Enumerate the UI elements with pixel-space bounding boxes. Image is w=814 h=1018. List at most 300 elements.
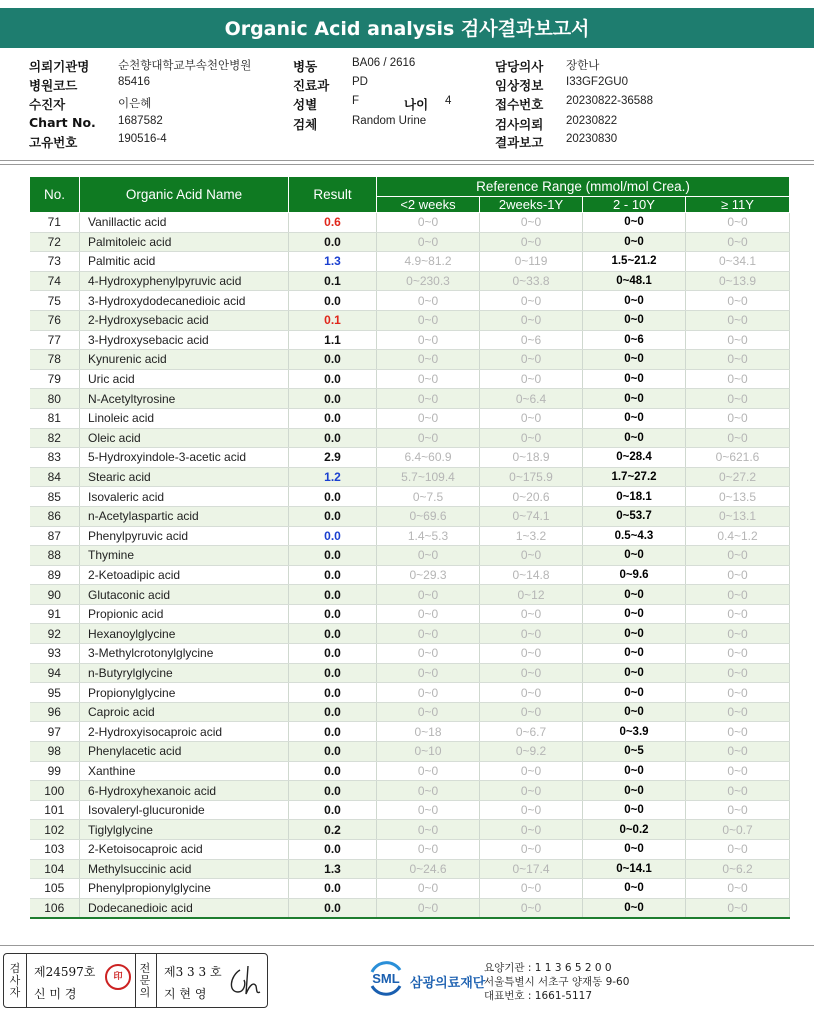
row-number: 94 bbox=[30, 663, 80, 683]
table-row bbox=[30, 252, 790, 272]
specimen-value: Random Urine bbox=[352, 115, 427, 127]
range-neonate: 0~0 bbox=[377, 408, 480, 428]
range-neonate: 0~0 bbox=[377, 644, 480, 664]
range-child: 0~0 bbox=[583, 291, 686, 311]
table-row bbox=[30, 428, 790, 448]
clinical-value: I33GF2GU0 bbox=[566, 76, 628, 88]
range-neonate: 0~0 bbox=[377, 898, 480, 918]
result-value: 0.0 bbox=[289, 291, 377, 311]
row-number: 80 bbox=[30, 389, 80, 409]
request-label: 검사의뢰 bbox=[495, 117, 544, 132]
result-value: 0.0 bbox=[289, 350, 377, 370]
range-child: 0~18.1 bbox=[583, 487, 686, 507]
range-neonate: 0~0 bbox=[377, 585, 480, 605]
range-infant: 0~0 bbox=[480, 604, 583, 624]
row-number: 81 bbox=[30, 408, 80, 428]
table-row bbox=[30, 761, 790, 781]
result-value: 0.0 bbox=[289, 604, 377, 624]
range-adult: 0~6.2 bbox=[686, 859, 790, 879]
range-child: 0~0 bbox=[583, 350, 686, 370]
table-row bbox=[30, 330, 790, 350]
footer-divider bbox=[0, 945, 814, 946]
range-child: 0~0 bbox=[583, 663, 686, 683]
table-row bbox=[30, 742, 790, 762]
acid-name: Isovaleryl-glucuronide bbox=[80, 800, 289, 820]
result-value: 1.3 bbox=[289, 252, 377, 272]
row-number: 87 bbox=[30, 526, 80, 546]
row-number: 93 bbox=[30, 644, 80, 664]
range-infant: 0~6.7 bbox=[480, 722, 583, 742]
range-infant: 0~0 bbox=[480, 663, 583, 683]
range-neonate: 5.7~109.4 bbox=[377, 467, 480, 487]
range-infant: 0~0 bbox=[480, 800, 583, 820]
range-adult: 0~13.1 bbox=[686, 506, 790, 526]
org-code: 요양기관 : 1 1 3 6 5 2 0 0 bbox=[484, 962, 612, 974]
acid-name: Tiglylglycine bbox=[80, 820, 289, 840]
row-number: 78 bbox=[30, 350, 80, 370]
range-child: 0~14.1 bbox=[583, 859, 686, 879]
acid-name: 2-Hydroxyisocaproic acid bbox=[80, 722, 289, 742]
range-neonate: 0~0 bbox=[377, 369, 480, 389]
range-adult: 0~0 bbox=[686, 232, 790, 252]
table-row bbox=[30, 487, 790, 507]
range-neonate: 0~0 bbox=[377, 604, 480, 624]
range-neonate: 0~0 bbox=[377, 761, 480, 781]
range-adult: 0~0 bbox=[686, 644, 790, 664]
inspector-name: 신 미 경 bbox=[34, 987, 77, 1001]
row-number: 100 bbox=[30, 781, 80, 801]
range-neonate: 0~69.6 bbox=[377, 506, 480, 526]
result-value: 0.0 bbox=[289, 506, 377, 526]
acid-name: Phenylpropionylglycine bbox=[80, 879, 289, 899]
table-row bbox=[30, 859, 790, 879]
range-child: 0~0 bbox=[583, 761, 686, 781]
row-number: 96 bbox=[30, 702, 80, 722]
table-row bbox=[30, 271, 790, 291]
result-value: 0.0 bbox=[289, 585, 377, 605]
result-value: 0.1 bbox=[289, 310, 377, 330]
row-number: 95 bbox=[30, 683, 80, 703]
acid-name: Glutaconic acid bbox=[80, 585, 289, 605]
table-row bbox=[30, 624, 790, 644]
acid-name: Oleic acid bbox=[80, 428, 289, 448]
result-value: 0.0 bbox=[289, 879, 377, 899]
clinical-label: 임상정보 bbox=[495, 78, 544, 93]
result-value: 0.0 bbox=[289, 369, 377, 389]
row-number: 91 bbox=[30, 604, 80, 624]
acid-name: Uric acid bbox=[80, 369, 289, 389]
table-row bbox=[30, 506, 790, 526]
table-row bbox=[30, 683, 790, 703]
patient-label: 수진자 bbox=[29, 97, 66, 112]
range-adult: 0~0 bbox=[686, 840, 790, 860]
range-neonate: 0~24.6 bbox=[377, 859, 480, 879]
range-infant: 0~0 bbox=[480, 702, 583, 722]
range-child: 0~0.2 bbox=[583, 820, 686, 840]
acid-name: n-Acetylaspartic acid bbox=[80, 506, 289, 526]
acid-name: n-Butyrylglycine bbox=[80, 663, 289, 683]
row-number: 76 bbox=[30, 310, 80, 330]
range-neonate: 4.9~81.2 bbox=[377, 252, 480, 272]
range-child: 0~0 bbox=[583, 428, 686, 448]
verifier-name: 지 현 영 bbox=[164, 987, 207, 1001]
acid-name: 6-Hydroxyhexanoic acid bbox=[80, 781, 289, 801]
range-infant: 0~17.4 bbox=[480, 859, 583, 879]
range-child: 1.5~21.2 bbox=[583, 252, 686, 272]
result-value: 1.2 bbox=[289, 467, 377, 487]
age-value: 4 bbox=[445, 95, 452, 107]
range-neonate: 0~0 bbox=[377, 310, 480, 330]
range-child: 0~0 bbox=[583, 683, 686, 703]
range-neonate: 0~0 bbox=[377, 781, 480, 801]
sex-value: F bbox=[352, 95, 360, 107]
range-adult: 0~0 bbox=[686, 624, 790, 644]
range-infant: 0~6.4 bbox=[480, 389, 583, 409]
result-value: 0.0 bbox=[289, 898, 377, 918]
doctor-value: 장한나 bbox=[566, 60, 600, 72]
row-number: 104 bbox=[30, 859, 80, 879]
table-row bbox=[30, 604, 790, 624]
table-row bbox=[30, 800, 790, 820]
range-neonate: 0~29.3 bbox=[377, 565, 480, 585]
range-child: 0~0 bbox=[583, 585, 686, 605]
row-number: 97 bbox=[30, 722, 80, 742]
range-infant: 0~0 bbox=[480, 350, 583, 370]
range-infant: 0~0 bbox=[480, 291, 583, 311]
table-row bbox=[30, 408, 790, 428]
org-name: 삼광의료재단 bbox=[410, 976, 486, 991]
row-number: 103 bbox=[30, 840, 80, 860]
row-number: 79 bbox=[30, 369, 80, 389]
row-number: 83 bbox=[30, 448, 80, 468]
result-value: 0.0 bbox=[289, 742, 377, 762]
report-title: Organic Acid analysis 검사결과보고서 bbox=[0, 8, 814, 48]
range-infant: 0~0 bbox=[480, 820, 583, 840]
range-adult: 0~621.6 bbox=[686, 448, 790, 468]
range-infant: 0~0 bbox=[480, 761, 583, 781]
result-value: 0.1 bbox=[289, 271, 377, 291]
range-child: 0~0 bbox=[583, 644, 686, 664]
range-child: 0~5 bbox=[583, 742, 686, 762]
range-adult: 0~0 bbox=[686, 898, 790, 918]
range-adult: 0.4~1.2 bbox=[686, 526, 790, 546]
range-neonate: 0~0 bbox=[377, 879, 480, 899]
range-adult: 0~34.1 bbox=[686, 252, 790, 272]
range-adult: 0~0 bbox=[686, 722, 790, 742]
range-child: 0~48.1 bbox=[583, 271, 686, 291]
hospital-code-label: 병원코드 bbox=[29, 78, 78, 93]
range-neonate: 1.4~5.3 bbox=[377, 526, 480, 546]
result-value: 0.0 bbox=[289, 761, 377, 781]
range-infant: 0~0 bbox=[480, 644, 583, 664]
result-value: 0.0 bbox=[289, 526, 377, 546]
table-row bbox=[30, 213, 790, 233]
acid-name: Kynurenic acid bbox=[80, 350, 289, 370]
specimen-label: 검체 bbox=[293, 117, 318, 132]
organic-acid-table bbox=[29, 176, 790, 919]
table-row bbox=[30, 722, 790, 742]
range-child: 0~3.9 bbox=[583, 722, 686, 742]
range-adult: 0~0 bbox=[686, 408, 790, 428]
result-value: 0.0 bbox=[289, 663, 377, 683]
result-value: 0.0 bbox=[289, 408, 377, 428]
range-infant: 0~20.6 bbox=[480, 487, 583, 507]
header-range-infant: 2weeks-1Y bbox=[480, 197, 583, 213]
row-number: 98 bbox=[30, 742, 80, 762]
acid-name: Thymine bbox=[80, 546, 289, 566]
result-value: 0.0 bbox=[289, 840, 377, 860]
hospital-code-value: 85416 bbox=[118, 76, 150, 88]
range-infant: 1~3.2 bbox=[480, 526, 583, 546]
result-value: 0.0 bbox=[289, 487, 377, 507]
acid-name: Dodecanedioic acid bbox=[80, 898, 289, 918]
range-adult: 0~0 bbox=[686, 428, 790, 448]
range-child: 0.5~4.3 bbox=[583, 526, 686, 546]
table-row bbox=[30, 840, 790, 860]
range-adult: 0~0 bbox=[686, 761, 790, 781]
range-child: 0~0 bbox=[583, 781, 686, 801]
range-infant: 0~119 bbox=[480, 252, 583, 272]
acid-name: Caproic acid bbox=[80, 702, 289, 722]
range-child: 0~6 bbox=[583, 330, 686, 350]
range-child: 0~9.6 bbox=[583, 565, 686, 585]
row-number: 77 bbox=[30, 330, 80, 350]
range-adult: 0~0 bbox=[686, 350, 790, 370]
acid-name: 2-Ketoadipic acid bbox=[80, 565, 289, 585]
result-value: 2.9 bbox=[289, 448, 377, 468]
inspector-label: 검사자 bbox=[9, 962, 21, 999]
table-row bbox=[30, 291, 790, 311]
range-child: 0~0 bbox=[583, 408, 686, 428]
result-report-label: 결과보고 bbox=[495, 135, 544, 150]
range-adult: 0~0 bbox=[686, 879, 790, 899]
org-address: 서울특별시 서초구 양재동 9-60 bbox=[484, 976, 630, 988]
range-infant: 0~0 bbox=[480, 369, 583, 389]
result-value: 0.0 bbox=[289, 546, 377, 566]
table-row bbox=[30, 702, 790, 722]
chart-label: Chart No. bbox=[29, 115, 96, 130]
range-child: 0~0 bbox=[583, 800, 686, 820]
result-value: 0.0 bbox=[289, 683, 377, 703]
table-row bbox=[30, 781, 790, 801]
range-adult: 0~0 bbox=[686, 683, 790, 703]
seal-stamp: 印 bbox=[105, 964, 131, 990]
org-info bbox=[484, 961, 629, 1003]
verifier-number: 제3 3 3 호 bbox=[164, 965, 222, 979]
range-infant: 0~14.8 bbox=[480, 565, 583, 585]
row-number: 88 bbox=[30, 546, 80, 566]
request-value: 20230822 bbox=[566, 115, 618, 127]
range-child: 1.7~27.2 bbox=[583, 467, 686, 487]
acid-name: Isovaleric acid bbox=[80, 487, 289, 507]
dept-value: PD bbox=[352, 76, 368, 88]
range-infant: 0~0 bbox=[480, 310, 583, 330]
header-result: Result bbox=[289, 177, 377, 213]
table-row bbox=[30, 448, 790, 468]
age-label: 나이 bbox=[404, 97, 429, 112]
acid-name: 2-Ketoisocaproic acid bbox=[80, 840, 289, 860]
range-adult: 0~13.9 bbox=[686, 271, 790, 291]
row-number: 102 bbox=[30, 820, 80, 840]
result-value: 0.0 bbox=[289, 800, 377, 820]
acid-name: Propionylglycine bbox=[80, 683, 289, 703]
range-child: 0~0 bbox=[583, 546, 686, 566]
range-adult: 0~0 bbox=[686, 742, 790, 762]
range-adult: 0~0 bbox=[686, 800, 790, 820]
ward-value: BA06 / 2616 bbox=[352, 57, 416, 69]
range-neonate: 0~18 bbox=[377, 722, 480, 742]
range-neonate: 0~0 bbox=[377, 624, 480, 644]
row-number: 86 bbox=[30, 506, 80, 526]
range-infant: 0~0 bbox=[480, 898, 583, 918]
acid-name: N-Acetyltyrosine bbox=[80, 389, 289, 409]
range-infant: 0~0 bbox=[480, 879, 583, 899]
range-neonate: 0~0 bbox=[377, 702, 480, 722]
result-value: 0.0 bbox=[289, 722, 377, 742]
handwritten-signature bbox=[226, 962, 262, 1000]
range-infant: 0~0 bbox=[480, 428, 583, 448]
acid-name: Xanthine bbox=[80, 761, 289, 781]
row-number: 106 bbox=[30, 898, 80, 918]
row-number: 89 bbox=[30, 565, 80, 585]
signature-box bbox=[3, 953, 268, 1008]
acid-name: Palmitoleic acid bbox=[80, 232, 289, 252]
hospital-label: 의뢰기관명 bbox=[29, 59, 90, 74]
table-row bbox=[30, 644, 790, 664]
result-value: 0.0 bbox=[289, 232, 377, 252]
table-row bbox=[30, 526, 790, 546]
result-value: 1.3 bbox=[289, 859, 377, 879]
range-neonate: 0~0 bbox=[377, 350, 480, 370]
range-child: 0~0 bbox=[583, 310, 686, 330]
range-neonate: 0~7.5 bbox=[377, 487, 480, 507]
range-neonate: 0~230.3 bbox=[377, 271, 480, 291]
sex-label: 성별 bbox=[293, 97, 318, 112]
reception-label: 접수번호 bbox=[495, 97, 544, 112]
result-value: 0.0 bbox=[289, 702, 377, 722]
acid-name: 3-Methylcrotonylglycine bbox=[80, 644, 289, 664]
range-adult: 0~0 bbox=[686, 565, 790, 585]
range-child: 0~0 bbox=[583, 604, 686, 624]
unique-label: 고유번호 bbox=[29, 135, 78, 150]
range-adult: 0~13.5 bbox=[686, 487, 790, 507]
row-number: 105 bbox=[30, 879, 80, 899]
range-infant: 0~74.1 bbox=[480, 506, 583, 526]
result-value: 0.2 bbox=[289, 820, 377, 840]
logo-text: SML bbox=[372, 971, 400, 986]
range-infant: 0~18.9 bbox=[480, 448, 583, 468]
range-infant: 0~9.2 bbox=[480, 742, 583, 762]
range-neonate: 0~0 bbox=[377, 232, 480, 252]
range-adult: 0~0 bbox=[686, 310, 790, 330]
range-infant: 0~12 bbox=[480, 585, 583, 605]
row-number: 71 bbox=[30, 213, 80, 233]
acid-name: 3-Hydroxydodecanedioic acid bbox=[80, 291, 289, 311]
org-phone: 대표번호 : 1661-5117 bbox=[484, 990, 593, 1002]
patient-value: 이은혜 bbox=[118, 98, 152, 110]
result-value: 0.0 bbox=[289, 781, 377, 801]
range-infant: 0~0 bbox=[480, 683, 583, 703]
range-neonate: 0~0 bbox=[377, 683, 480, 703]
table-row bbox=[30, 389, 790, 409]
range-infant: 0~0 bbox=[480, 840, 583, 860]
hospital-value: 순천향대학교부속천안병원 bbox=[118, 60, 252, 72]
range-adult: 0~27.2 bbox=[686, 467, 790, 487]
result-value: 1.1 bbox=[289, 330, 377, 350]
range-neonate: 0~0 bbox=[377, 291, 480, 311]
range-child: 0~0 bbox=[583, 624, 686, 644]
acid-name: Stearic acid bbox=[80, 467, 289, 487]
verifier-label: 전문의 bbox=[139, 962, 151, 999]
table-row bbox=[30, 350, 790, 370]
table-row bbox=[30, 369, 790, 389]
row-number: 99 bbox=[30, 761, 80, 781]
range-child: 0~0 bbox=[583, 232, 686, 252]
row-number: 74 bbox=[30, 271, 80, 291]
range-child: 0~0 bbox=[583, 369, 686, 389]
row-number: 90 bbox=[30, 585, 80, 605]
table-row bbox=[30, 663, 790, 683]
row-number: 101 bbox=[30, 800, 80, 820]
range-adult: 0~0 bbox=[686, 702, 790, 722]
range-child: 0~0 bbox=[583, 840, 686, 860]
header-name: Organic Acid Name bbox=[80, 177, 289, 213]
range-neonate: 6.4~60.9 bbox=[377, 448, 480, 468]
range-child: 0~53.7 bbox=[583, 506, 686, 526]
range-adult: 0~0 bbox=[686, 781, 790, 801]
range-adult: 0~0.7 bbox=[686, 820, 790, 840]
range-neonate: 0~0 bbox=[377, 428, 480, 448]
table-row bbox=[30, 546, 790, 566]
range-adult: 0~0 bbox=[686, 604, 790, 624]
doctor-label: 담당의사 bbox=[495, 59, 544, 74]
range-neonate: 0~10 bbox=[377, 742, 480, 762]
acid-name: 2-Hydroxysebacic acid bbox=[80, 310, 289, 330]
range-neonate: 0~0 bbox=[377, 840, 480, 860]
range-infant: 0~0 bbox=[480, 624, 583, 644]
result-value: 0.0 bbox=[289, 624, 377, 644]
divider bbox=[0, 164, 814, 165]
table-row bbox=[30, 879, 790, 899]
table-row bbox=[30, 467, 790, 487]
row-number: 72 bbox=[30, 232, 80, 252]
sml-logo-icon bbox=[366, 958, 406, 998]
header-range-neonate: <2 weeks bbox=[377, 197, 480, 213]
table-row bbox=[30, 820, 790, 840]
result-value: 0.6 bbox=[289, 213, 377, 233]
unique-value: 190516-4 bbox=[118, 133, 167, 145]
acid-name: Propionic acid bbox=[80, 604, 289, 624]
row-number: 75 bbox=[30, 291, 80, 311]
range-child: 0~0 bbox=[583, 702, 686, 722]
range-neonate: 0~0 bbox=[377, 546, 480, 566]
range-neonate: 0~0 bbox=[377, 330, 480, 350]
header-no: No. bbox=[30, 177, 80, 213]
range-neonate: 0~0 bbox=[377, 389, 480, 409]
acid-name: Linoleic acid bbox=[80, 408, 289, 428]
acid-name: Hexanoylglycine bbox=[80, 624, 289, 644]
chart-value: 1687582 bbox=[118, 115, 163, 127]
range-neonate: 0~0 bbox=[377, 663, 480, 683]
result-report-value: 20230830 bbox=[566, 133, 618, 145]
range-neonate: 0~0 bbox=[377, 213, 480, 233]
result-value: 0.0 bbox=[289, 565, 377, 585]
result-value: 0.0 bbox=[289, 428, 377, 448]
result-value: 0.0 bbox=[289, 389, 377, 409]
table-row bbox=[30, 565, 790, 585]
range-child: 0~0 bbox=[583, 389, 686, 409]
range-neonate: 0~0 bbox=[377, 800, 480, 820]
